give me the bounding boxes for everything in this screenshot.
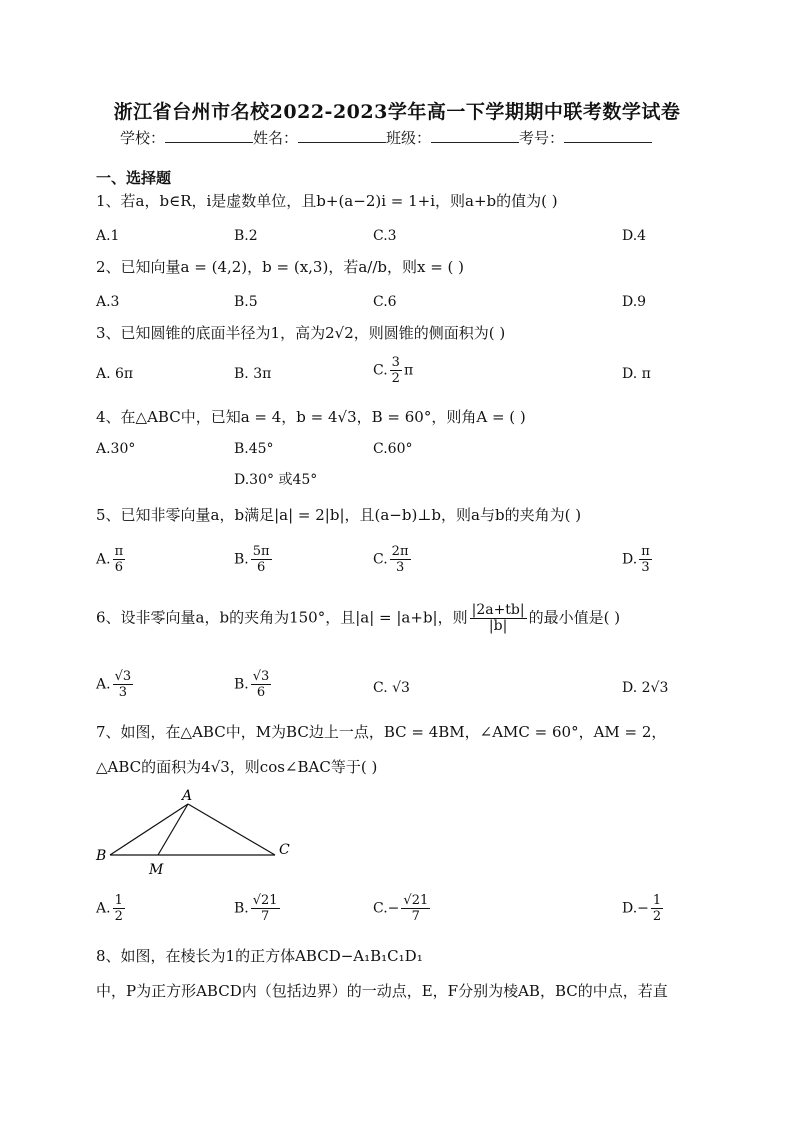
q5-c-fraction [390,544,411,575]
page-title: 浙江省台州市名校2022-2023学年高一下学期期中联考数学试卷 [113,101,681,123]
question-2: 2、已知向量a = (4,2)，b = (x,3)，若a//b，则x = ( ) [96,258,465,276]
q5-c-num: 2π [391,544,409,559]
side-ab [110,804,188,855]
q5-d-num: π [641,544,650,559]
q7-d-fraction [651,893,663,924]
q7-d-den: 2 [652,909,662,924]
label-c: C [279,842,290,858]
student-info-line [120,127,652,148]
label-a: A [182,788,193,804]
q5-c-den: 3 [395,560,405,575]
q7-d-num: 1 [652,893,662,908]
q6-a-fraction [113,669,134,700]
q3-c-num: 3 [391,355,400,370]
q7-a-num: 1 [114,893,123,908]
q6-frac-den: |b| [488,618,508,634]
side-ac [188,804,275,855]
class-blank[interactable] [431,128,519,143]
q7-c-num: √21 [403,893,429,908]
q7-b-label: B. [234,900,249,917]
q4-option-a: A.30° [96,441,136,457]
q3-c-label: C. [373,362,388,379]
q5-option-a [96,544,127,575]
q6-text-a: 6、设非零向量a，b的夹角为150°，且|a| = |a+b|，则 [96,608,468,627]
q7-a-fraction [113,893,125,924]
q5-b-den: 6 [257,560,266,575]
q6-b-num: √3 [252,669,270,684]
q7-b-fraction [251,893,280,924]
q5-option-c [373,544,413,575]
q5-b-fraction [251,544,272,575]
question-3: 3、已知圆锥的底面半径为1，高为2√2，则圆锥的侧面积为( ) [96,324,506,342]
q6-text-b: 的最小值是( ) [528,608,621,627]
q3-c-fraction [390,355,402,386]
q6-option-b [234,669,273,700]
q6-option-d: D. 2√3 [622,680,669,696]
q5-c-label: C. [373,551,388,568]
q7-b-den: 7 [261,909,270,924]
segment-am [158,804,188,855]
class-label: 班级： [386,129,432,147]
q3-option-d: D. π [622,366,651,382]
q7-option-b [234,893,282,924]
q3-option-c [373,355,413,386]
school-label: 学校： [120,129,166,147]
q2-option-d: D.9 [622,294,647,310]
q6-frac-num: |2a+tb| [471,602,525,618]
label-m: M [149,862,164,878]
q3-option-b: B. 3π [234,366,272,382]
q7-b-num: √21 [252,893,278,908]
question-1 [96,191,558,211]
q5-b-num: 5π [252,544,270,559]
q3-option-a: A. 6π [96,366,134,382]
q6-option-a [96,669,135,700]
q5-a-fraction [113,544,126,575]
q4-option-b: B.45° [234,441,274,457]
q7-a-den: 2 [114,909,123,924]
q1-option-c: C.3 [373,228,397,244]
q3-c-suffix: π [403,362,414,379]
q5-option-b [234,544,274,575]
question-8-line-1: 8、如图，在棱长为1的正方体ABCD−A₁B₁C₁D₁ [96,947,423,965]
q1-text: a，b∈R，i是虚数单位，且b+(a−2)i = 1+i，则a+b的值为( ) [135,192,558,210]
name-blank[interactable] [298,128,386,143]
q6-a-num: √3 [114,669,132,684]
q7-c-den: 7 [411,909,420,924]
school-blank[interactable] [165,128,253,143]
q5-a-den: 6 [114,560,123,575]
q7-a-label: A. [96,900,111,917]
q7-c-fraction [401,893,430,924]
q7-d-label: D.− [622,900,649,917]
q5-d-fraction [639,544,652,575]
question-6 [96,603,620,634]
q6-fraction [470,603,527,634]
q4-option-d: D.30° 或45° [234,472,318,488]
q6-b-den: 6 [256,685,266,700]
q6-a-den: 3 [118,685,127,700]
question-4: 4、在△ABC中，已知a = 4，b = 4√3，B = 60°，则角A = ( ) [96,408,526,426]
q1-option-b: B.2 [234,228,258,244]
q1-option-a: A.1 [96,228,120,244]
q6-option-c: C. √3 [373,680,410,696]
q5-a-label: A. [96,551,111,568]
exam-no-blank[interactable] [564,128,652,143]
q2-option-b: B.5 [234,294,258,310]
q5-b-label: B. [234,551,249,568]
q3-c-den: 2 [391,371,400,386]
question-5: 5、已知非零向量a，b满足|a| = 2|b|，且(a−b)⊥b，则a与b的夹角为( ) [96,506,582,524]
question-8-line-2: 中，P为正方形ABCD内（包括边界）的一动点，E，F分别为棱AB，BC的中点，若直 [96,982,668,1000]
q7-option-d [622,893,665,924]
q6-b-label: B. [234,676,249,693]
label-b: B [96,848,107,864]
q7-option-c [373,893,432,924]
q6-b-fraction [251,669,272,700]
question-7-line-2: △ABC的面积为4√3，则cos∠BAC等于( ) [96,758,378,776]
q7-c-label: C.− [373,900,400,917]
q1-prefix: 1、若 [96,192,136,210]
q2-option-c: C.6 [373,294,397,310]
name-label: 姓名： [253,129,299,147]
q5-option-d [622,544,654,575]
q1-option-d: D.4 [622,228,647,244]
exam-no-label: 考号： [519,129,565,147]
q2-option-a: A.3 [96,294,120,310]
q6-a-label: A. [96,676,111,693]
q5-d-den: 3 [641,560,650,575]
q5-a-num: π [114,544,124,559]
q4-option-c: C.60° [373,441,413,457]
question-7-line-1: 7、如图，在△ABC中，M为BC边上一点，BC = 4BM，∠AMC = 60°，AM = 2， [96,723,667,741]
section-heading: 一、选择题 [96,169,172,187]
q7-option-a [96,893,127,924]
q5-d-label: D. [622,551,638,568]
triangle-figure [92,786,302,882]
